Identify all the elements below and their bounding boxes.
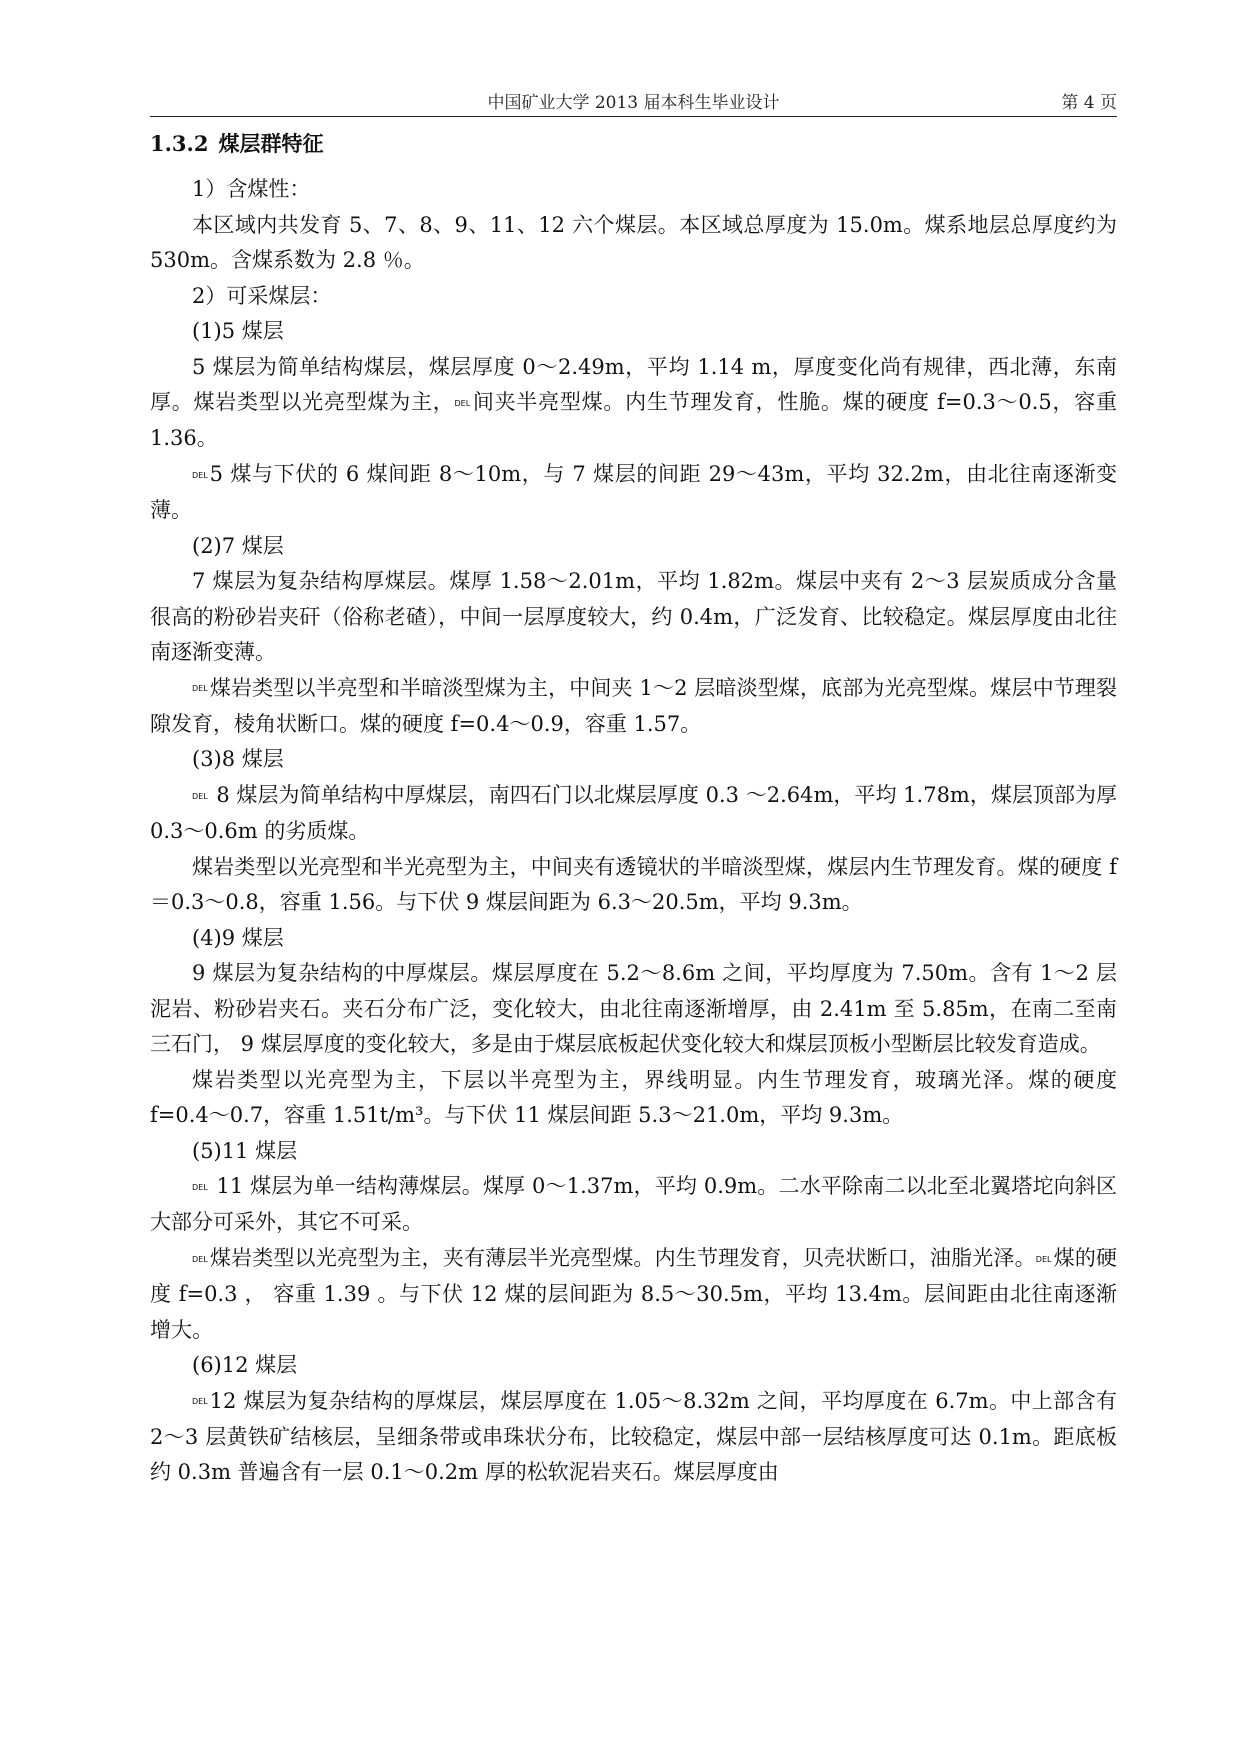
subheading: (4)9 煤层 — [192, 925, 284, 950]
del-marker: DEL — [192, 791, 208, 801]
paragraph: 煤岩类型以光亮型和半光亮型为主，中间夹有透镜状的半暗淡型煤，煤层内生节理发育。煤的硬度 f＝0.3～0.8，容重 1.56。与下伏 9 煤层间距为 6.3～20.5m，平均 9.3m。 — [150, 854, 1117, 914]
paragraph: DEL5 煤与下伏的 6 煤间距 8～10m，与 7 煤层的间距 29～43m，平均 32.2m，由北往南逐渐变薄。 — [150, 461, 1117, 522]
paragraph: DEL煤岩类型以半亮型和半暗淡型煤为主，中间夹 1～2 层暗淡型煤，底部为光亮型煤。煤层中节理裂隙发育，棱角状断口。煤的硬度 f=0.4～0.9，容重 1.57。 — [150, 675, 1117, 736]
subheading: (1)5 煤层 — [192, 319, 284, 343]
del-marker: DEL — [454, 398, 471, 408]
del-marker: DEL — [1035, 1254, 1052, 1264]
subheading: (2)7 煤层 — [192, 533, 284, 558]
section-title-text: 煤层群特征 — [218, 131, 324, 156]
paragraph: DEL 8 煤层为简单结构中厚煤层，南四石门以北煤层厚度 0.3 ～2.64m，平均 1.78m，煤层顶部为厚 0.3～0.6m 的劣质煤。 — [150, 782, 1117, 843]
paragraph: DEL12 煤层为复杂结构的厚煤层，煤层厚度在 1.05～8.32m 之间，平均厚度在 6.7m。中上部含有 2～3 层黄铁矿结核层，呈细条带或串珠状分布，比较稳定，煤层中部一层结核厚度可达 0.1m。距底板约 0.3m 普遍含有一层 0.1～0.2m 厚的松软泥岩夹石。煤层厚度由 — [150, 1388, 1117, 1485]
page-header — [150, 86, 1117, 117]
paragraph: 煤岩类型以光亮型为主，下层以半亮型为主，界线明显。内生节理发育，玻璃光泽。煤的硬度 f=0.4～0.7，容重 1.51t/m³。与下伏 11 煤层间距 5.3～21.0m，平均 9.3m。 — [150, 1067, 1117, 1127]
del-marker: DEL — [192, 1182, 208, 1192]
del-marker: DEL — [192, 470, 208, 480]
paragraph: 1）含煤性： — [192, 177, 311, 201]
header-page-number: 第 4 页 — [1061, 93, 1117, 113]
paragraph: 9 煤层为复杂结构的中厚煤层。煤层厚度在 5.2～8.6m 之间，平均厚度为 7.50m。含有 1～2 层泥岩、粉砂岩夹石。夹石分布广泛，变化较大，由北往南逐渐增厚，由 2.41m 至 5.85m，在南二至南三石门， 9 煤层厚度的变化较大，多是由于煤层底板起伏变化较大和煤层顶板小型断层比较发育造成。 — [150, 961, 1117, 1056]
paragraph: 2）可采煤层： — [192, 283, 332, 308]
subheading: (5)11 煤层 — [192, 1138, 298, 1163]
document-body — [150, 172, 1117, 1491]
paragraph: 5 煤层为简单结构煤层，煤层厚度 0～2.49m，平均 1.14 m，厚度变化尚有规律，西北薄，东南厚。煤岩类型以光亮型煤为主，DEL间夹半亮型煤。内生节理发育，性脆。煤的硬度 f=0.3～0.5，容重 1.36。 — [150, 354, 1117, 451]
del-marker: DEL — [192, 1254, 208, 1264]
del-marker: DEL — [192, 1397, 208, 1407]
paragraph: DEL煤岩类型以光亮型为主，夹有薄层半光亮型煤。内生节理发育，贝壳状断口，油脂光泽。DEL煤的硬度 f=0.3 ， 容重 1.39 。与下伏 12 煤的层间距为 8.5～30.5m，平均 13.4m。层间距由北往南逐渐增大。 — [150, 1245, 1118, 1342]
subheading: (3)8 煤层 — [192, 747, 284, 772]
paragraph: 本区域内共发育 5、7、8、9、11、12 六个煤层。本区域总厚度为 15.0m。煤系地层总厚度约为 530m。含煤系数为 2.8 ％。 — [150, 212, 1117, 272]
header-school-title: 中国矿业大学 2013 届本科生毕业设计 — [487, 93, 780, 113]
paragraph: 7 煤层为复杂结构厚煤层。煤厚 1.58～2.01m，平均 1.82m。煤层中夹有 2～3 层炭质成分含量很高的粉砂岩夹矸（俗称老碴），中间一层厚度较大，约 0.4m，广泛发育、比较稳定。煤层厚度由北往南逐渐变薄。 — [150, 569, 1117, 664]
section-heading — [150, 128, 323, 158]
del-marker: DEL — [192, 684, 208, 694]
paragraph: DEL 11 煤层为单一结构薄煤层。煤厚 0～1.37m，平均 0.9m。二水平除南二以北至北翼塔坨向斜区大部分可采外，其它不可采。 — [150, 1174, 1117, 1235]
subheading: (6)12 煤层 — [192, 1353, 298, 1377]
section-number: 1.3.2 — [150, 131, 209, 156]
